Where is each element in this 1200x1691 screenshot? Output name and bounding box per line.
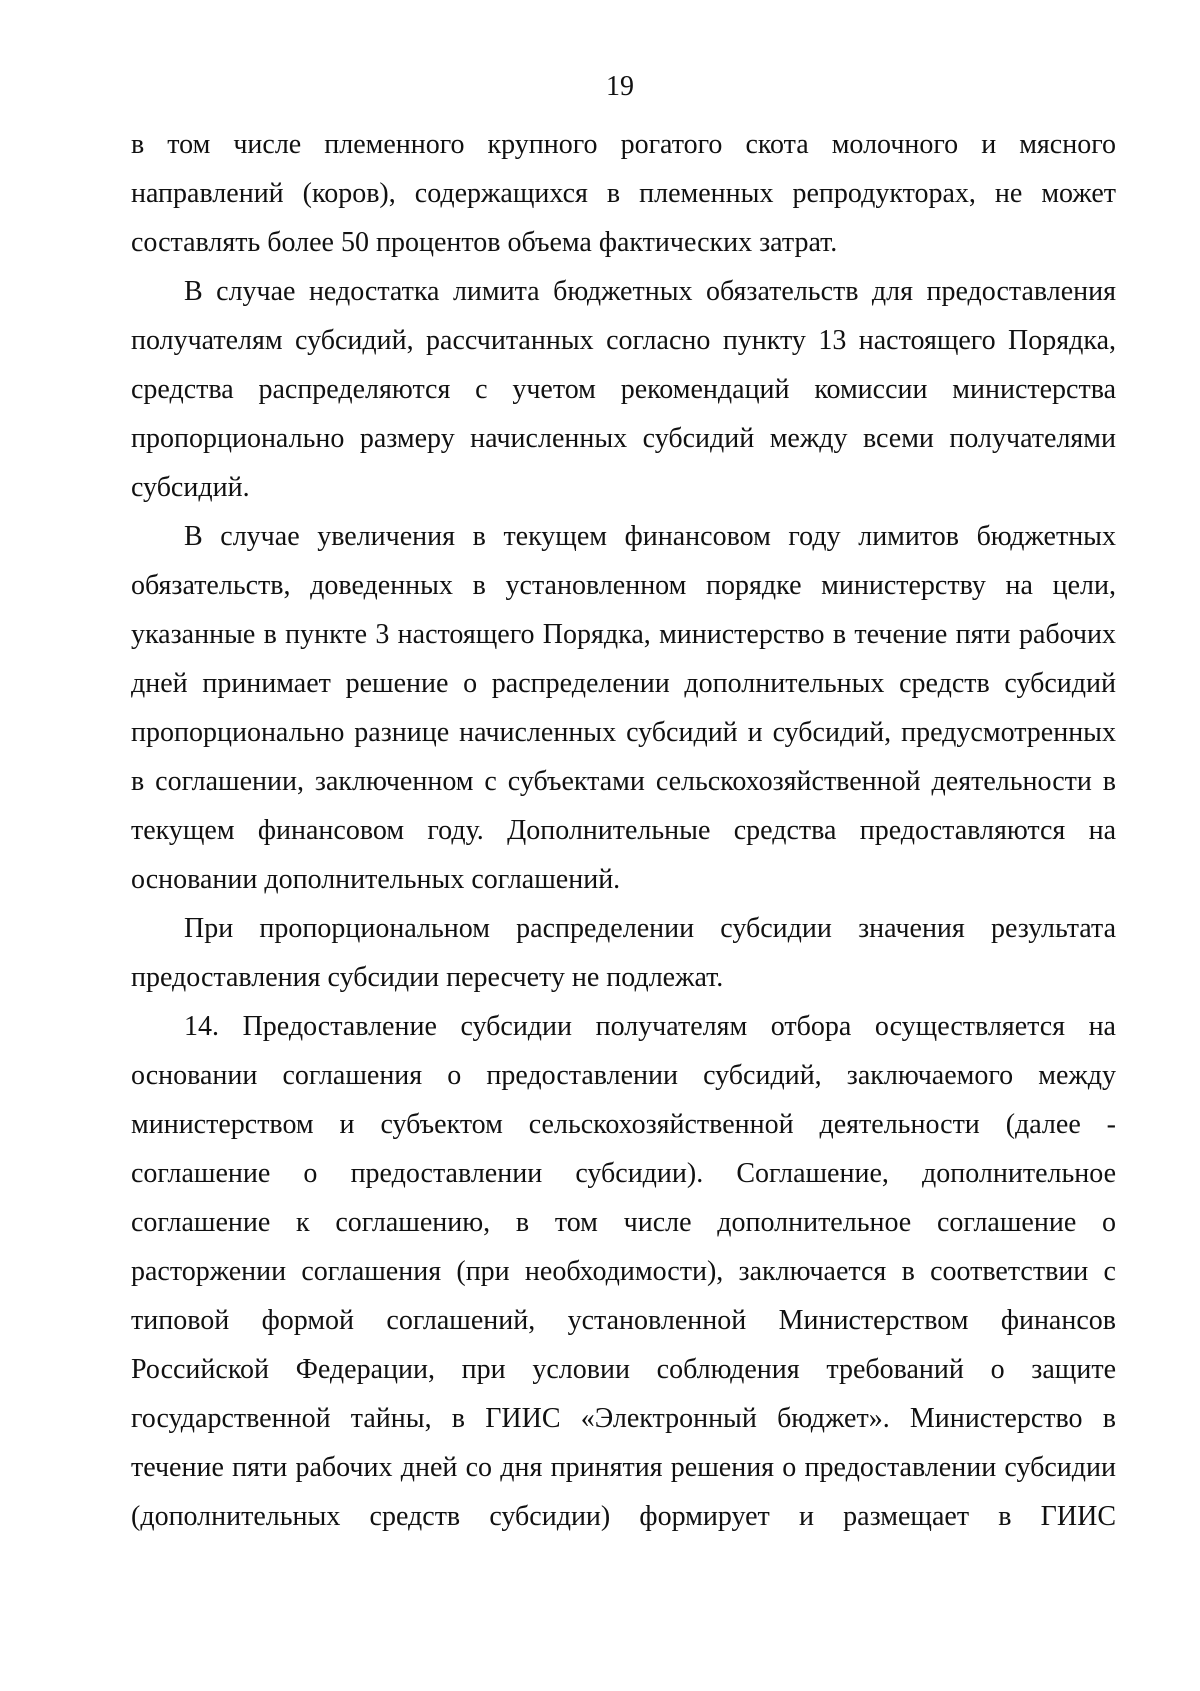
paragraph-proportional-distribution: При пропорциональном распределении субсидии значения результата предоставления субсидии пересчету не подлежат. (131, 913, 1116, 993)
document-body (131, 120, 1116, 1541)
page-number: 19 (606, 71, 634, 102)
paragraph-budget-shortage: В случае недостатка лимита бюджетных обязательств для предоставления получателям субсидий, рассчитанных согласно пункту 13 настоящего Порядка, средства распределяются с учетом рекомендаций комиссии министерства пропорционально размеру начисленных субсидий между всеми получателями субсидий. (131, 276, 1116, 503)
paragraph-continuation: в том числе племенного крупного рогатого скота молочного и мясного направлений (коров), содержащихся в племенных репродукторах, не может составлять более 50 процентов объема фактических затрат. (131, 129, 1116, 258)
paragraph-item-14: 14. Предоставление субсидии получателям отбора осуществляется на основании соглашения о предоставлении субсидий, заключаемого между министерством и субъектом сельскохозяйственной деятельности (далее - соглашение о предоставлении субсидии). Соглашение, дополнительное соглашение к соглашению, в том числе дополнительное соглашение о расторжении соглашения (при необходимости), заключается в соответствии с типовой формой соглашений, установленной Министерством финансов Российской Федерации, при условии соблюдения требований о защите государственной тайны, в ГИИС «Электронный бюджет». Министерство в течение пяти рабочих дней со дня принятия решения о предоставлении субсидии (дополнительных средств субсидии) формирует и размещает в ГИИС (131, 1011, 1116, 1532)
paragraph-limit-increase: В случае увеличения в текущем финансовом году лимитов бюджетных обязательств, доведенных в установленном порядке министерству на цели, указанные в пункте 3 настоящего Порядка, министерство в течение пяти рабочих дней принимает решение о распределении дополнительных средств субсидий пропорционально разнице начисленных субсидий и субсидий, предусмотренных в соглашении, заключенном с субъектами сельскохозяйственной деятельности в текущем финансовом году. Дополнительные средства предоставляются на основании дополнительных соглашений. (131, 521, 1116, 895)
